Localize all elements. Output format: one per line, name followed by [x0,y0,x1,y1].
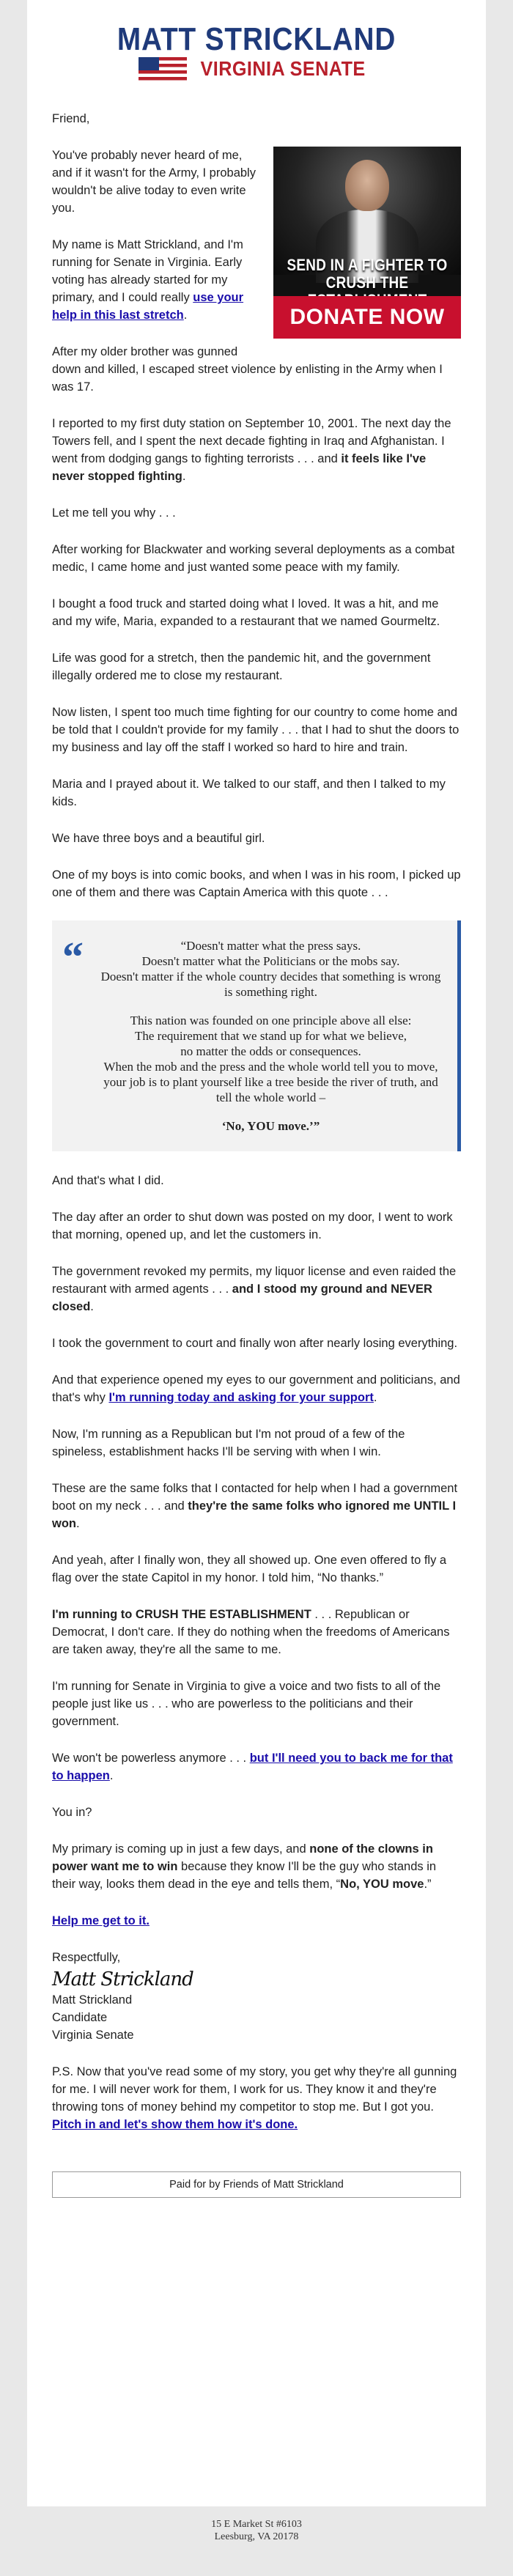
donate-banner[interactable] [273,147,461,339]
paragraph-19: These are the same folks that I contacted for help when I had a government boot on my neck . . . and they're the same folks who ignored me UNTIL I won. [52,1482,458,1530]
paragraph-18: Now, I'm running as a Republican but I'm not proud of a few of the spineless, establishment hacks I'll be serving with when I win. [52,1428,405,1458]
p25-bold-2: No, YOU move [340,1878,424,1891]
footer-address [0,2506,513,2543]
paragraph-12: One of my boys is into comic books, and when I was in his room, I picked up one of them and there was Captain America with this quote . . . [52,868,461,899]
email-page [27,0,486,2506]
paragraph-15: The government revoked my permits, my liquor license and even raided the restaurant with armed agents . . . and I stood my ground and NEVER closed. [52,1265,457,1313]
paragraph-23: We won't be powerless anymore . . . but I'll need you to back me for that to happen. [52,1752,453,1782]
logo-name: MATT STRICKLAND [117,21,396,57]
signer-name: Matt Strickland [52,1993,133,2007]
paragraph-7: I bought a food truck and started doing what I loved. It was a hit, and me and my wife, Maria, expanded to a restaurant that we named Gourmeltz. [52,597,440,628]
signer-title: Candidate [52,2011,108,2024]
back-me-link[interactable]: but I'll need you to back me for that to happen [52,1752,453,1782]
logo-row [52,57,461,81]
address-line-2: Leesburg, VA 20178 [214,2531,299,2542]
sign-off [52,1949,461,2044]
paid-for-disclaimer: Paid for by Friends of Matt Strickland [52,2171,461,2198]
paragraph-20: And yeah, after I finally won, they all showed up. One even offered to fly a flag over the state Capitol in my honor. I told him, “No thanks.” [52,1554,447,1584]
paragraph-21: I'm running to CRUSH THE ESTABLISHMENT . . . Republican or Democrat, I don't care. If they do nothing when the freedoms of Americans are taken away, they're all the same to me. [52,1608,450,1656]
postscript: P.S. Now that you've read some of my story, you get why they're all gunning for me. I will never work for them, I work for us. They know it and they're throwing tons of money behind my competitor to stop me. But I got you. Pitch in and let's show them how it's done. [52,2065,457,2131]
paragraph-26 [52,1912,461,1930]
p4-bold: it feels like I've never stopped fighting [52,452,427,483]
logo-subtitle: VIRGINIA SENATE [200,57,366,80]
quote-final: ‘No, YOU move.’” [221,1119,320,1133]
paragraph-16: I took the government to court and finally won after nearly losing everything. [52,1337,458,1350]
flag-icon [139,57,187,81]
paragraph-25: My primary is coming up in just a few days, and none of the clowns in power want me to win because they know I'll be the guy who stands in their way, looks them dead in the eye and tells them, “No, YOU move.” [52,1842,437,1891]
paragraph-24: You in? [52,1806,92,1819]
support-link[interactable]: I'm running today and asking for your support [108,1391,374,1404]
paragraph-22: I'm running for Senate in Virginia to give a voice and two fists to all of the people just like us . . . who are powerless to the politicians and their government. [52,1680,441,1728]
donate-now-button[interactable]: DONATE NOW [273,296,461,339]
closing-word: Respectfully, [52,1951,121,1964]
intro-section [52,147,461,415]
paragraph-11: We have three boys and a beautiful girl. [52,832,265,845]
quote-icon: “ [62,933,84,981]
captain-america-quote [52,920,461,1151]
paragraph-1: You've probably never heard of me, and if it wasn't for the Army, I probably wouldn't be alive today to even write you. [52,149,256,215]
help-last-stretch-link[interactable]: use your help in this last stretch [52,291,244,322]
quote-paragraph-2: This nation was founded on one principle above all else: The requirement that we stand up for what we believe, no matter the odds or consequences. When the mob and the press and the whole world tell you to move, your job is to plant yourself like a tree beside the river of truth, and tell the whole world – [103,1014,438,1104]
signer-office: Virginia Senate [52,2029,134,2042]
paragraph-9: Now listen, I spent too much time fighting for our country to come home and be told that I couldn't provide for my family . . . that I had to shut the doors to my business and lay off the staff I worked so hard to hire and train. [52,706,460,754]
paragraph-13: And that's what I did. [52,1174,164,1187]
p15-bold: and I stood my ground and NEVER closed [52,1283,432,1313]
p25-bold: none of the clowns in power want me to win [52,1842,433,1873]
p19-bold: they're the same folks who ignored me UNTIL I won [52,1499,457,1530]
signature-image: Matt Strickland [52,1968,193,1990]
paragraph-14: The day after an order to shut down was posted on my door, I went to work that morning, opened up, and let the customers in. [52,1211,453,1241]
help-me-link[interactable]: Help me get to it. [52,1914,150,1927]
p21-bold: I'm running to CRUSH THE ESTABLISHMENT [52,1608,311,1621]
quote-paragraph-1: “Doesn't matter what the press says. Doesn't matter what the Politicians or the mobs say. Doesn't matter if the whole country decides that something is wrong is something right. [100,939,441,999]
paragraph-6: After working for Blackwater and working several deployments as a combat medic, I came home and just wanted some peace with my family. [52,543,455,574]
paragraph-8: Life was good for a stretch, then the pandemic hit, and the government illegally ordered me to close my restaurant. [52,652,431,682]
banner-tagline: SEND IN A FIGHTER TO CRUSH THE [287,256,448,292]
paragraph-17: And that experience opened my eyes to our government and politicians, and that's why I'm running today and asking for your support. [52,1373,460,1404]
paragraph-3: After my older brother was gunned down and killed, I escaped street violence by enlisting in the Army when I was 17. [52,345,443,394]
address-line-1: 15 E Market St #6103 [211,2519,302,2530]
greeting: Friend, [52,112,90,125]
paragraph-10: Maria and I prayed about it. We talked to our staff, and then I talked to my kids. [52,778,446,808]
paragraph-5: Let me tell you why . . . [52,506,176,520]
pitch-in-link[interactable]: Pitch in and let's show them how it's done. [52,2118,298,2131]
paragraph-4: I reported to my first duty station on September 10, 2001. The next day the Towers fell, and I spent the next decade fighting in Iraq and Afghanistan. I went from dodging gangs to fighting terrorists . . . and it feels like I've never stopped fighting. [52,417,451,483]
candidate-head [345,160,389,211]
paragraph-2: My name is Matt Strickland, and I'm running for Senate in Virginia. Early voting has already started for my primary, and I could really use your help in this last stretch. [52,238,244,322]
campaign-logo[interactable] [52,23,461,81]
